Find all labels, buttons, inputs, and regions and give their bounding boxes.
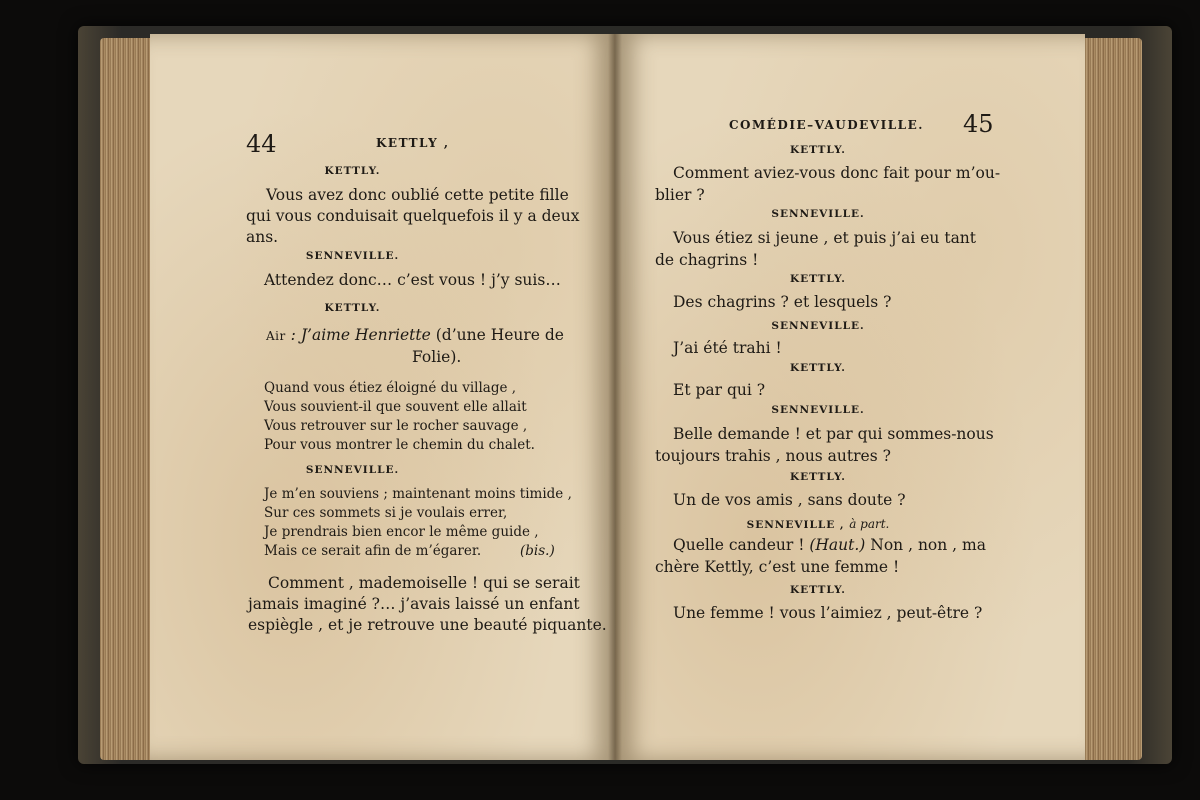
speaker-label: SENNEVILLE.: [305, 250, 400, 262]
text-line: Comment aviez-vous donc fait pour m’ou-: [673, 164, 1001, 182]
left-page: [150, 34, 615, 760]
text-segment: Quelle candeur !: [673, 536, 810, 554]
text-line: Vous avez donc oublié cette petite fille: [266, 186, 569, 204]
text-line: jamais imaginé ?… j’avais laissé un enfant: [248, 595, 580, 613]
verse-line: Sur ces sommets si je voulais errer,: [264, 505, 508, 521]
text-line: J’ai été trahi !: [673, 339, 782, 357]
text-line: ans.: [246, 228, 279, 246]
running-title: COMÉDIE–VAUDEVILLE.: [729, 118, 924, 132]
speaker-label-with-direction: [583, 517, 1053, 531]
verse-line: Vous retrouver sur le rocher sauvage ,: [264, 418, 528, 434]
text-line: Et par qui ?: [673, 381, 766, 399]
verse-line: Vous souvient-il que souvent elle allait: [264, 399, 527, 415]
text-line: Vous étiez si jeune , et puis j’ai eu tant: [673, 229, 977, 247]
text-line: blier ?: [655, 186, 705, 204]
speaker-label: SENNEVILLE.: [305, 464, 400, 476]
text-line: toujours trahis , nous autres ?: [655, 447, 891, 465]
speaker-label: KETTLY.: [790, 362, 846, 374]
speaker-label: KETTLY.: [790, 273, 846, 285]
air-label: Air: [266, 329, 286, 343]
right-page-edges: [1080, 38, 1142, 760]
text-line: Belle demande ! et par qui sommes-nous: [673, 425, 994, 443]
speaker-label: SENNEVILLE.: [771, 404, 865, 416]
speaker-label: KETTLY.: [324, 302, 381, 314]
speaker-name: SENNEVILLE ,: [746, 519, 850, 531]
speaker-label: KETTLY.: [790, 584, 846, 596]
text-line: Une femme ! vous l’aimiez , peut-être ?: [673, 604, 983, 622]
speaker-label: KETTLY.: [790, 144, 846, 156]
text-line: chère Kettly, c’est une femme !: [655, 558, 900, 576]
air-title: : J’aime Henriette: [285, 326, 431, 344]
stage-direction: (Haut.): [809, 536, 866, 554]
text-line: de chagrins !: [655, 251, 759, 269]
running-title: KETTLY ,: [376, 136, 450, 150]
text-line: Attendez donc… c’est vous ! j’y suis…: [264, 271, 561, 289]
text-line: qui vous conduisait quelquefois il y a deux: [246, 207, 580, 225]
speaker-label: SENNEVILLE.: [771, 208, 865, 220]
book-gutter: [608, 34, 622, 760]
page-number: 44: [246, 130, 277, 158]
page-number: 45: [963, 110, 994, 138]
right-page: [615, 34, 1085, 760]
stage-direction: à part.: [849, 517, 890, 531]
speaker-label: KETTLY.: [324, 165, 381, 177]
speaker-label: SENNEVILLE.: [771, 320, 865, 332]
verse-line: Je m’en souviens ; maintenant moins timide ,: [264, 486, 572, 502]
text-line: [673, 536, 986, 554]
text-line: Folie).: [412, 348, 462, 366]
text-line: Un de vos amis , sans doute ?: [673, 491, 906, 509]
text-line: Comment , mademoiselle ! qui se serait: [268, 574, 580, 592]
verse-line: Mais ce serait afin de m’égarer.: [264, 543, 482, 559]
air-line: [266, 326, 564, 344]
verse-line: Pour vous montrer le chemin du chalet.: [264, 437, 535, 453]
verse-line: Quand vous étiez éloigné du village ,: [264, 380, 517, 396]
air-source: (d’une Heure de: [430, 326, 564, 344]
text-segment: Non , non , ma: [865, 536, 986, 554]
text-line: Des chagrins ? et lesquels ?: [673, 293, 892, 311]
speaker-label: KETTLY.: [790, 471, 846, 483]
verse-line: Je prendrais bien encor le même guide ,: [264, 524, 539, 540]
bis-marker: (bis.): [520, 543, 555, 559]
text-line: espiègle , et je retrouve une beauté piquante.: [248, 616, 607, 634]
